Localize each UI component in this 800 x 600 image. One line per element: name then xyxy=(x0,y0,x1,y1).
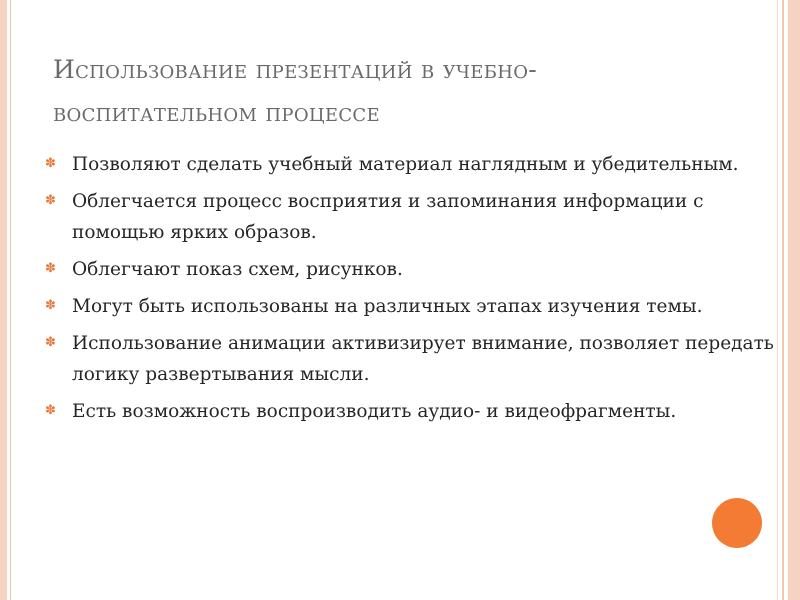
right-border xyxy=(788,0,800,600)
bullet-text: Облегчается процесс восприятия и запоминания информации с помощью ярких образов. xyxy=(72,191,704,243)
slide-title: Использование презентаций в учебно-воспитательном процессе xyxy=(53,55,538,127)
bullet-item xyxy=(45,291,785,322)
bullet-text: Позволяют сделать учебный материал наглядным и убедительным. xyxy=(72,154,739,175)
bullet-text: Использование анимации активизирует внимание, позволяет передать логику развертывания мысли. xyxy=(72,333,774,385)
bullet-icon: ✽ xyxy=(45,193,56,208)
orange-circle-decoration xyxy=(712,498,762,548)
bullet-text: Облегчают показ схем, рисунков. xyxy=(72,259,403,280)
bullet-icon: ✽ xyxy=(45,298,56,313)
bullet-list xyxy=(45,149,785,433)
bullet-item xyxy=(45,149,785,180)
bullet-icon: ✽ xyxy=(45,335,56,350)
bullet-text: Есть возможность воспроизводить аудио- и видеофрагменты. xyxy=(72,401,677,422)
bullet-item xyxy=(45,328,785,390)
bullet-text: Могут быть использованы на различных этапах изучения темы. xyxy=(72,296,703,317)
bullet-icon: ✽ xyxy=(45,403,56,418)
bullet-item xyxy=(45,186,785,248)
left-border xyxy=(0,0,7,600)
left-border-line xyxy=(10,0,11,600)
bullet-icon: ✽ xyxy=(45,261,56,276)
bullet-item xyxy=(45,396,785,427)
bullet-icon: ✽ xyxy=(45,156,56,171)
bullet-item xyxy=(45,254,785,285)
